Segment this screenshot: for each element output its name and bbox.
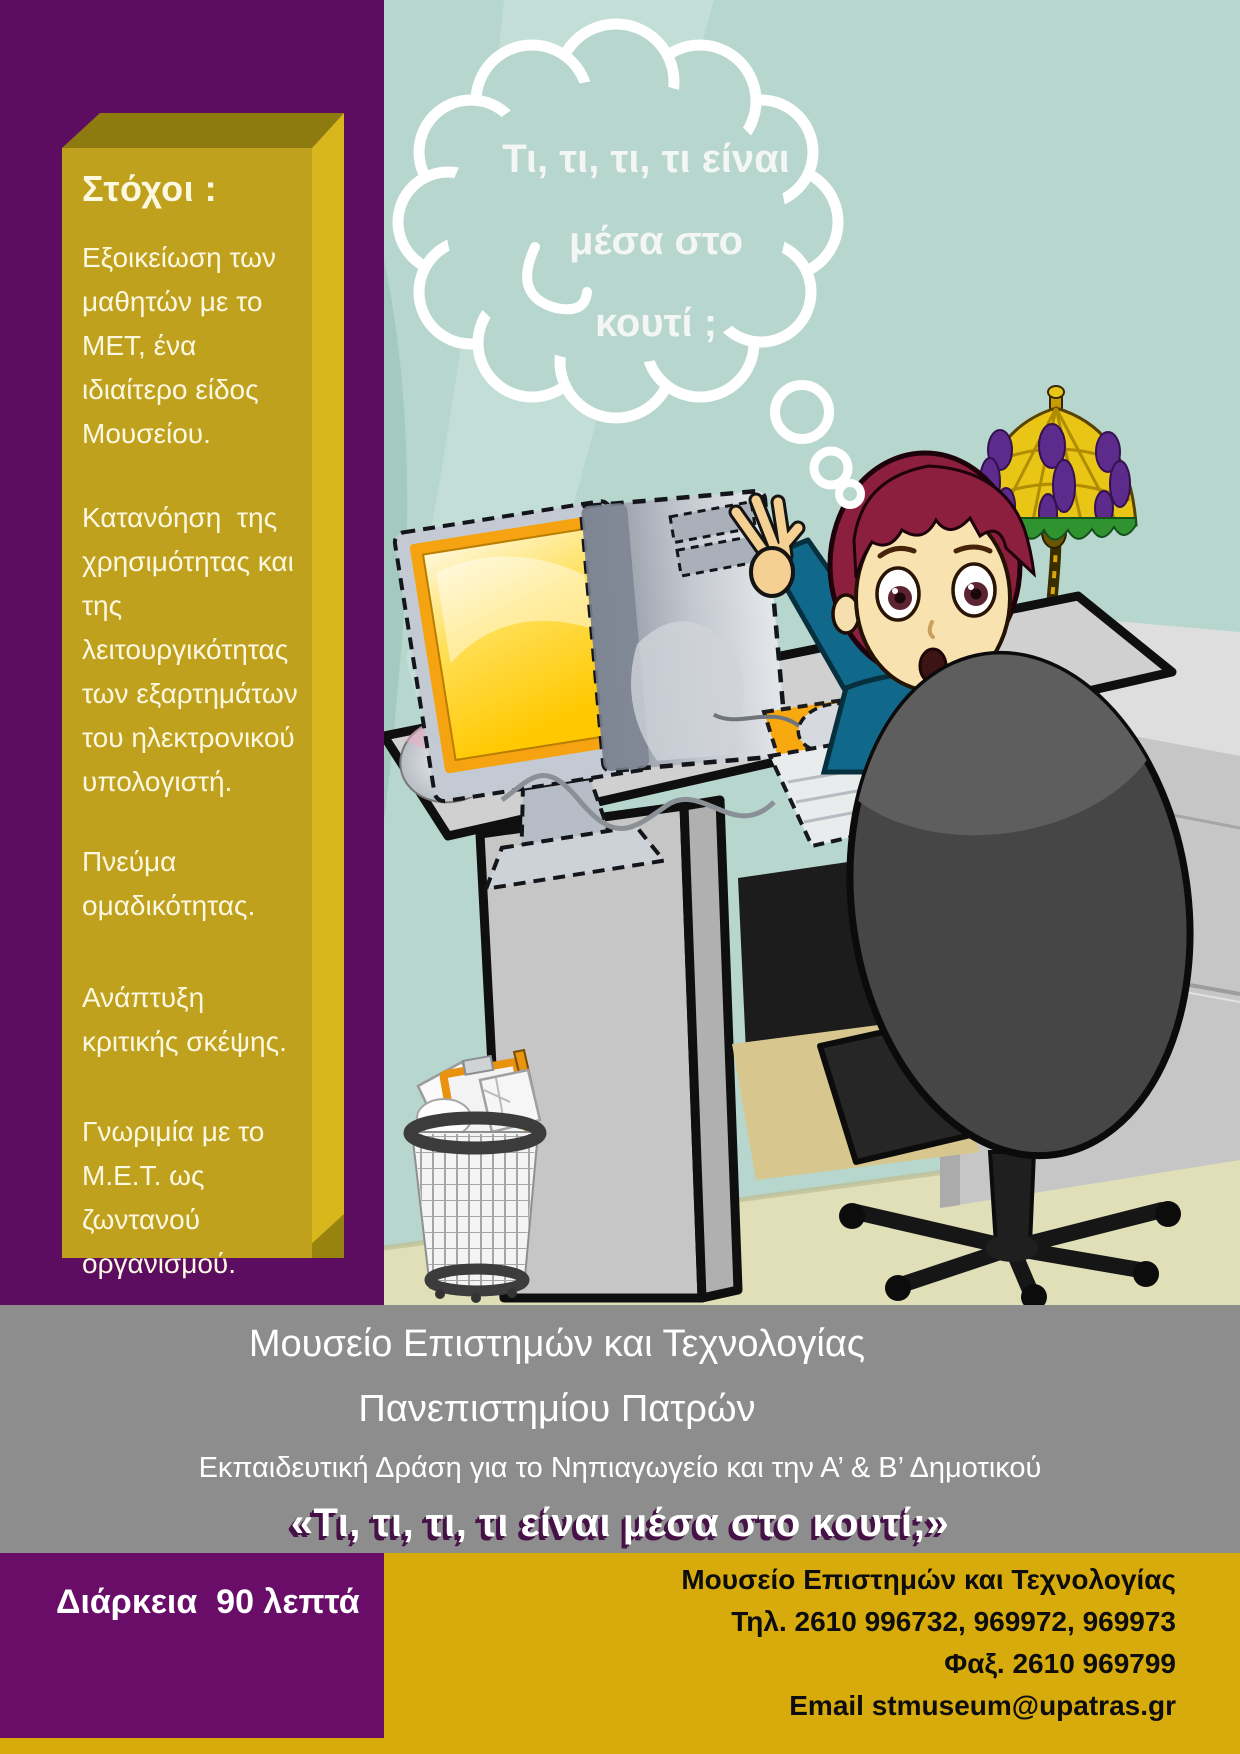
contact-fax: Φαξ. 2610 969799 [944,1648,1176,1679]
contact-org: Μουσείο Επιστημών και Τεχνολογίας [681,1564,1176,1595]
banner-org-line1: Μουσείο Επιστημών και Τεχνολογίας [248,1323,866,1365]
duration-text: Διάρκεια 90 λεπτά [56,1583,360,1621]
goal-item: Πνεύμα ομαδικότητας. [82,846,256,921]
sidebar [0,0,384,1305]
contact-phone: Τηλ. 2610 996732, 969972, 969973 [731,1606,1176,1637]
contact-email: Email stmuseum@upatras.gr [789,1690,1176,1721]
goal-item: Κατανόηση της χρησιμότητας και της λειτουργικότητας των εξαρτημάτων του ηλεκτρονικού υπολογιστή. [82,502,306,797]
contact-block [384,1553,1240,1754]
goals-panel [82,168,306,1286]
bubble-line: μέσα στο [568,219,744,263]
banner [0,1305,1240,1553]
banner-org-block [0,1320,1114,1433]
goals-title: Στόχοι : [82,168,218,209]
banner-headline: «Τι, τι, τι, τι είναι μέσα στο κουτί;» [290,1501,950,1545]
bubble-line: Τι, τι, τι, τι είναι [502,137,790,181]
goal-item: Γνωριμία με το Μ.Ε.Τ. ως ζωντανού οργανισμού. [82,1116,273,1279]
banner-org-line2: Πανεπιστημίου Πατρών [358,1388,756,1430]
footer [0,1553,1240,1754]
scene-svg [384,0,1240,1305]
goal-item: Ανάπτυξη κριτικής σκέψης. [82,982,287,1057]
illustration-scene [384,0,1240,1305]
duration-block [0,1553,384,1738]
bubble-line: κουτί ; [594,301,718,345]
banner-subtitle: Εκπαιδευτική Δράση για το Νηπιαγωγείο και την Α’ & Β’ Δημοτικού [198,1452,1042,1484]
waste-basket [410,1050,540,1303]
goal-item: Εξοικείωση των μαθητών με το ΜΕΤ, ένα ιδιαίτερο είδος Μουσείου. [82,242,284,449]
